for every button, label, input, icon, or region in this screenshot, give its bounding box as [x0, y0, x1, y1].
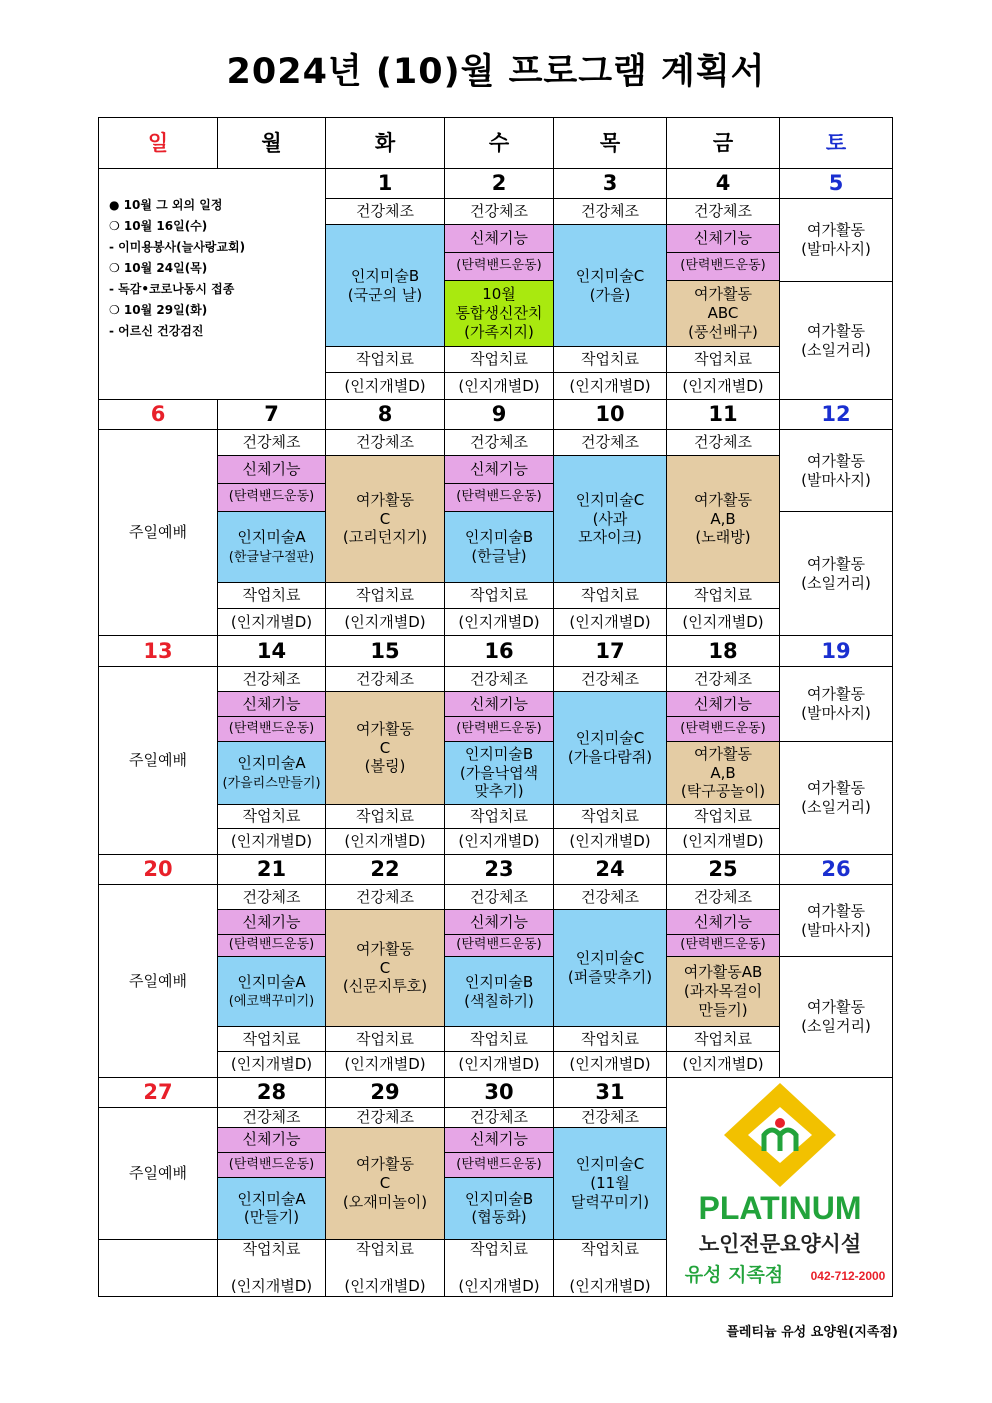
- health-exercise: 건강체조: [554, 667, 667, 692]
- sat-leisure-town: 여가활동 (소일거리): [780, 512, 893, 636]
- activity-thu-24: 인지미술C (퍼즐맞추기): [554, 910, 667, 1027]
- work-therapy: 작업치료: [445, 1027, 554, 1052]
- date-14: 14: [218, 636, 326, 667]
- date-1: 1: [326, 169, 445, 199]
- sat-leisure-foot: 여가활동 (발마사지): [780, 885, 893, 957]
- health-exercise: 건강체조: [667, 199, 780, 225]
- work-therapy: 작업치료: [218, 805, 326, 829]
- body-function: 신체기능: [667, 692, 780, 717]
- health-exercise: 건강체조: [445, 1108, 554, 1128]
- date-28: 28: [218, 1078, 326, 1108]
- work-therapy-sub: (인지개별D): [218, 829, 326, 855]
- body-function: 신체기능: [218, 910, 326, 935]
- work-therapy-sub: (인지개별D): [326, 829, 445, 855]
- date-15: 15: [326, 636, 445, 667]
- date-12: 12: [780, 400, 893, 430]
- activity-thu-17: 인지미술C (가을다람쥐): [554, 692, 667, 805]
- health-exercise: 건강체조: [218, 885, 326, 910]
- date-19: 19: [780, 636, 893, 667]
- logo-line2: 유성 지족점: [684, 1263, 783, 1286]
- note-line: - 이미용봉사(늘사랑교회): [109, 240, 246, 254]
- date-6: 6: [99, 400, 218, 430]
- work-therapy: 작업치료: [445, 583, 554, 609]
- date-13: 13: [99, 636, 218, 667]
- date-10: 10: [554, 400, 667, 430]
- health-exercise: 건강체조: [445, 430, 554, 456]
- date-7: 7: [218, 400, 326, 430]
- band-exercise: (탄력밴드운동): [667, 253, 780, 281]
- work-therapy-cell: 작업치료 (인지개별D): [554, 1239, 667, 1296]
- work-therapy-sub: (인지개별D): [326, 609, 445, 636]
- work-therapy-sub: (인지개별D): [445, 829, 554, 855]
- date-17: 17: [554, 636, 667, 667]
- body-function: 신체기능: [218, 456, 326, 484]
- work-therapy-cell: 작업치료 (인지개별D): [445, 1239, 554, 1296]
- diamond-mark-icon: [724, 1083, 836, 1187]
- activity-tue-15: 여가활동 C (볼링): [326, 692, 445, 805]
- band-exercise: (탄력밴드운동): [445, 935, 554, 957]
- work-therapy-sub: (인지개별D): [326, 1052, 445, 1078]
- body-function: 신체기능: [445, 225, 554, 253]
- work-therapy-sub: (인지개별D): [667, 373, 780, 400]
- work-therapy: 작업치료: [554, 583, 667, 609]
- work-therapy-sub: (인지개별D): [667, 1052, 780, 1078]
- work-therapy: 작업치료: [218, 1027, 326, 1052]
- logo-phone: 042-712-2000: [810, 1268, 885, 1283]
- health-exercise: 건강체조: [667, 667, 780, 692]
- work-therapy: 작업치료: [326, 347, 445, 373]
- work-therapy-sub: (인지개별D): [554, 373, 667, 400]
- note-line: ❍ 10월 29일(화): [109, 303, 208, 317]
- date-24: 24: [554, 855, 667, 885]
- body-function: 신체기능: [667, 225, 780, 253]
- body-function: 신체기능: [445, 456, 554, 484]
- header-tue: 화: [326, 118, 445, 169]
- activity-mon-7: 인지미술A (한글날구절판): [218, 512, 326, 583]
- date-9: 9: [445, 400, 554, 430]
- activity-thu-10: 인지미술C (사과 모자이크): [554, 456, 667, 583]
- band-exercise: (탄력밴드운동): [667, 935, 780, 957]
- band-exercise: (탄력밴드운동): [445, 717, 554, 742]
- body-function: 신체기능: [218, 1127, 326, 1152]
- header-wed: 수: [445, 118, 554, 169]
- health-exercise: 건강체조: [445, 667, 554, 692]
- health-exercise: 건강체조: [667, 430, 780, 456]
- health-exercise: 건강체조: [218, 430, 326, 456]
- health-exercise: 건강체조: [554, 885, 667, 910]
- body-function: 신체기능: [445, 910, 554, 935]
- date-8: 8: [326, 400, 445, 430]
- work-therapy-sub: (인지개별D): [218, 609, 326, 636]
- band-exercise: (탄력밴드운동): [218, 484, 326, 512]
- activity-wed-16: 인지미술B (가을낙엽색 맞추기): [445, 742, 554, 805]
- body-function: 신체기능: [445, 1127, 554, 1152]
- work-therapy: 작업치료: [326, 583, 445, 609]
- activity-fri-4: 여가활동 ABC (풍선배구): [667, 281, 780, 347]
- footer-org: 플레티늄 유성 요양원(지족점): [726, 1325, 898, 1340]
- work-therapy-sub: (인지개별D): [554, 609, 667, 636]
- work-therapy-sub: (인지개별D): [667, 609, 780, 636]
- body-function: 신체기능: [445, 692, 554, 717]
- band-exercise: (탄력밴드운동): [445, 1152, 554, 1177]
- logo-brand: PLATINUM: [698, 1189, 861, 1226]
- date-26: 26: [780, 855, 893, 885]
- work-therapy: 작업치료: [218, 583, 326, 609]
- work-therapy-sub: (인지개별D): [326, 373, 445, 400]
- work-therapy-sub: (인지개별D): [667, 829, 780, 855]
- page-title: 2024년 (10)월 프로그램 계획서: [226, 52, 766, 92]
- work-therapy: 작업치료: [554, 805, 667, 829]
- health-exercise: 건강체조: [326, 667, 445, 692]
- health-exercise: 건강체조: [218, 1108, 326, 1128]
- work-therapy-sub: (인지개별D): [445, 609, 554, 636]
- health-exercise: 건강체조: [445, 885, 554, 910]
- note-line: ❍ 10월 24일(목): [109, 261, 208, 275]
- header-sat: 토: [780, 118, 893, 169]
- date-4: 4: [667, 169, 780, 199]
- date-16: 16: [445, 636, 554, 667]
- date-20: 20: [99, 855, 218, 885]
- work-therapy-cell: 작업치료 (인지개별D): [218, 1239, 326, 1296]
- sunday-worship: 주일예배: [99, 885, 218, 1078]
- sunday-worship: 주일예배: [99, 1108, 218, 1240]
- band-exercise: (탄력밴드운동): [667, 717, 780, 742]
- activity-mon-28: 인지미술A (만들기): [218, 1177, 326, 1239]
- band-exercise: (탄력밴드운동): [218, 1152, 326, 1177]
- body-function: 신체기능: [218, 692, 326, 717]
- work-therapy-sub: (인지개별D): [554, 1052, 667, 1078]
- date-31: 31: [554, 1078, 667, 1108]
- date-25: 25: [667, 855, 780, 885]
- calendar-table: [98, 117, 893, 1297]
- activity-wed-23: 인지미술B (색칠하기): [445, 957, 554, 1027]
- health-exercise: 건강체조: [445, 199, 554, 225]
- weekday-header-row: [99, 118, 893, 169]
- activity-thu-31: 인지미술C (11월 달력꾸미기): [554, 1127, 667, 1239]
- work-therapy: 작업치료: [326, 1027, 445, 1052]
- work-therapy: 작업치료: [667, 583, 780, 609]
- sat-leisure-foot: 여가활동 (발마사지): [780, 667, 893, 742]
- work-therapy: 작업치료: [326, 805, 445, 829]
- header-mon: 월: [218, 118, 326, 169]
- sunday-worship: 주일예배: [99, 667, 218, 855]
- header-fri: 금: [667, 118, 780, 169]
- activity-tue-8: 여가활동 C (고리던지기): [326, 456, 445, 583]
- note-line: ● 10월 그 외의 일정: [109, 198, 223, 212]
- health-exercise: 건강체조: [218, 667, 326, 692]
- sunday-worship: 주일예배: [99, 430, 218, 636]
- logo-area: [667, 1078, 893, 1297]
- sat-leisure-foot: 여가활동 (발마사지): [780, 430, 893, 512]
- header-thu: 목: [554, 118, 667, 169]
- date-30: 30: [445, 1078, 554, 1108]
- note-line: - 어르신 건강검진: [109, 324, 204, 338]
- sat-leisure-town: 여가활동 (소일거리): [780, 957, 893, 1078]
- work-therapy: 작업치료: [445, 347, 554, 373]
- activity-tue-29: 여가활동 C (오재미놀이): [326, 1127, 445, 1239]
- activity-wed-30: 인지미술B (협동화): [445, 1177, 554, 1239]
- birthday-party: 10월 통합생신잔치 (가족지지): [445, 281, 554, 347]
- work-therapy: 작업치료: [554, 347, 667, 373]
- work-therapy-sub: (인지개별D): [554, 829, 667, 855]
- date-29: 29: [326, 1078, 445, 1108]
- work-therapy: 작업치료: [667, 805, 780, 829]
- band-exercise: (탄력밴드운동): [445, 484, 554, 512]
- work-therapy-cell: 작업치료 (인지개별D): [326, 1239, 445, 1296]
- work-therapy-sub: (인지개별D): [218, 1052, 326, 1078]
- platinum-logo: [668, 1079, 892, 1291]
- work-therapy-sub: (인지개별D): [445, 373, 554, 400]
- work-therapy: 작업치료: [667, 347, 780, 373]
- date-5: 5: [780, 169, 893, 199]
- date-3: 3: [554, 169, 667, 199]
- work-therapy-sub: (인지개별D): [445, 1052, 554, 1078]
- date-18: 18: [667, 636, 780, 667]
- activity-fri-11: 여가활동 A,B (노래방): [667, 456, 780, 583]
- health-exercise: 건강체조: [554, 199, 667, 225]
- header-sun: 일: [99, 118, 218, 169]
- band-exercise: (탄력밴드운동): [218, 935, 326, 957]
- note-line: ❍ 10월 16일(수): [109, 219, 208, 233]
- activity-fri-25: 여가활동AB (과자목걸이 만들기): [667, 957, 780, 1027]
- health-exercise: 건강체조: [554, 1108, 667, 1128]
- sat-leisure-foot: 여가활동 (발마사지): [780, 199, 893, 282]
- body-function: 신체기능: [667, 910, 780, 935]
- activity-mon-21: 인지미술A (에코백꾸미기): [218, 957, 326, 1027]
- work-therapy: 작업치료: [554, 1027, 667, 1052]
- date-2: 2: [445, 169, 554, 199]
- activity-tue-1: 인지미술B (국군의 날): [326, 225, 445, 347]
- logo-line1: 노인전문요양시설: [698, 1231, 861, 1256]
- health-exercise: 건강체조: [326, 199, 445, 225]
- sat-leisure-town: 여가활동 (소일거리): [780, 282, 893, 400]
- band-exercise: (탄력밴드운동): [218, 717, 326, 742]
- activity-tue-22: 여가활동 C (신문지투호): [326, 910, 445, 1027]
- date-27: 27: [99, 1078, 218, 1108]
- sunday-empty: [99, 1239, 218, 1296]
- note-line: - 독감•코로나동시 접종: [109, 282, 235, 296]
- date-22: 22: [326, 855, 445, 885]
- health-exercise: 건강체조: [554, 430, 667, 456]
- activity-fri-18: 여가활동 A,B (탁구공놀이): [667, 742, 780, 805]
- date-11: 11: [667, 400, 780, 430]
- activity-thu-3: 인지미술C (가을): [554, 225, 667, 347]
- activity-mon-14: 인지미술A (가을리스만들기): [218, 742, 326, 805]
- health-exercise: 건강체조: [667, 885, 780, 910]
- work-therapy: 작업치료: [667, 1027, 780, 1052]
- health-exercise: 건강체조: [326, 430, 445, 456]
- schedule-notes: [99, 169, 326, 400]
- date-21: 21: [218, 855, 326, 885]
- sat-leisure-town: 여가활동 (소일거리): [780, 742, 893, 855]
- band-exercise: (탄력밴드운동): [445, 253, 554, 281]
- work-therapy: 작업치료: [445, 805, 554, 829]
- health-exercise: 건강체조: [326, 885, 445, 910]
- activity-wed-9: 인지미술B (한글날): [445, 512, 554, 583]
- health-exercise: 건강체조: [326, 1108, 445, 1128]
- date-23: 23: [445, 855, 554, 885]
